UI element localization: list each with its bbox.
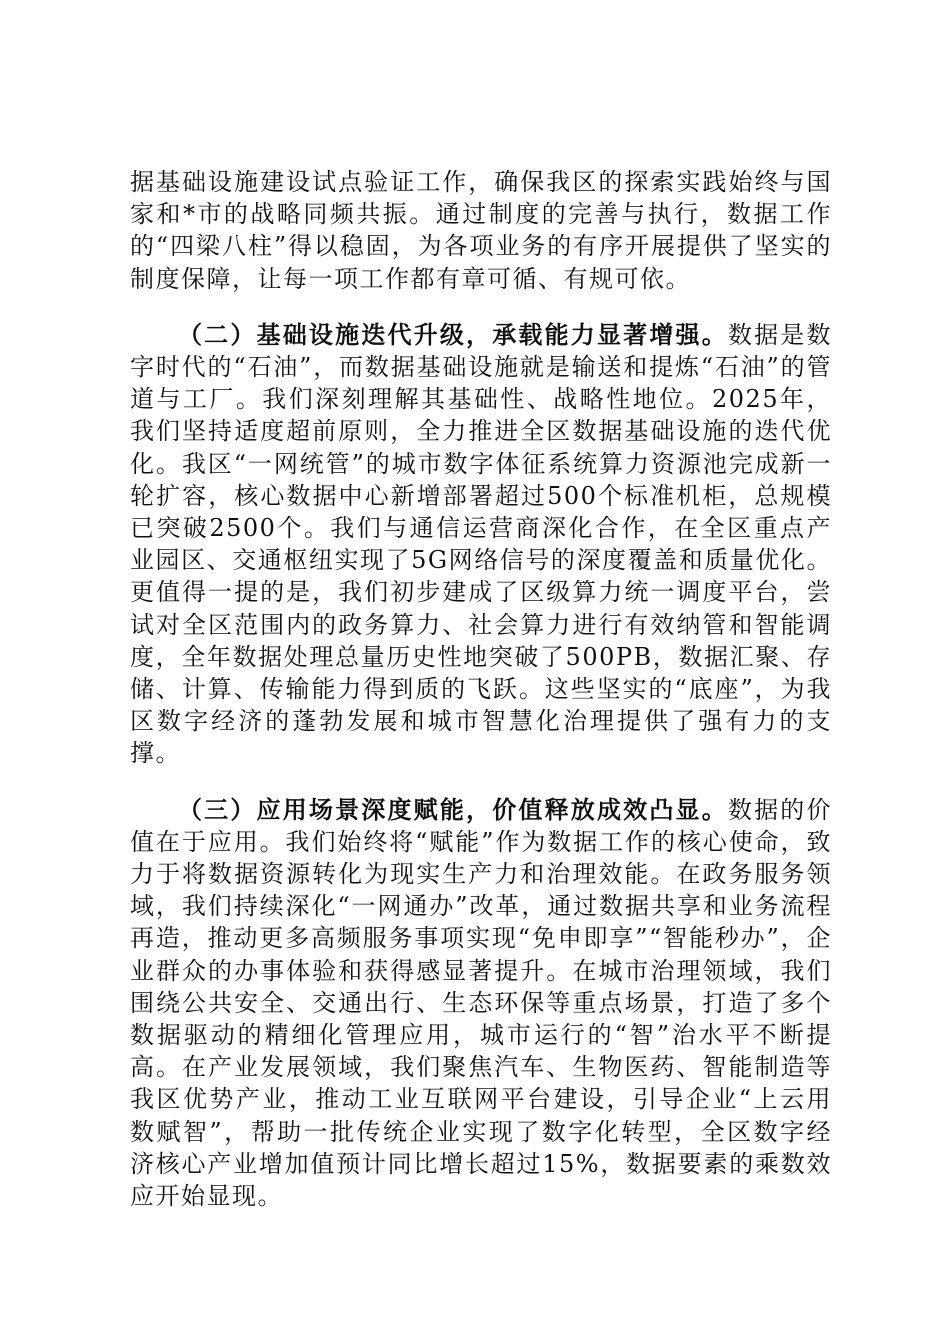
paragraph-2-text: 数据是数字时代的“石油”，而数据基础设施就是输送和提炼“石油”的管道与工厂。我们深刻理解其基础性、战略性地位。2025年，我们坚持适度超前原则，全力推进全区数据基础设施的迭代优化。我区“一网统管”的城市数字体征系统算力资源池完成新一轮扩容，核心数据中心新增部署超过500个标准机柜，总规模已突破2500个。我们与通信运营商深化合作，在全区重点产业园区、交通枢纽实现了5G网络信号的深度覆盖和质量优化。更值得一提的是，我们初步建成了区级算力统一调度平台，尝试对全区范围内的政务算力、社会算力进行有效纳管和智能调度，全年数据处理总量历史性地突破了500PB，数据汇聚、存储、计算、传输能力得到质的飞跃。这些坚实的“底座”，为我区数字经济的蓬勃发展和城市智慧化治理提供了强有力的支撑。 <box>130 320 832 768</box>
section-2-heading: （二）基础设施迭代升级，承载能力显著增强。 <box>178 320 728 349</box>
paragraph-3 <box>130 794 832 1213</box>
paragraph-1-text: 据基础设施建设试点验证工作，确保我区的探索实践始终与国家和*市的战略同频共振。通过制度的完善与执行，数据工作的“四梁八柱”得以稳固，为各项业务的有序开展提供了坚实的制度保障，让每一项工作都有章可循、有规可依。 <box>130 168 832 293</box>
paragraph-1 <box>130 166 832 295</box>
document-body <box>130 166 832 1212</box>
section-3-heading: （三）应用场景深度赋能，价值释放成效凸显。 <box>178 795 728 824</box>
paragraph-2 <box>130 319 832 770</box>
paragraph-3-text: 数据的价值在于应用。我们始终将“赋能”作为数据工作的核心使命，致力于将数据资源转化为现实生产力和治理效能。在政务服务领域，我们持续深化“一网通办”改革，通过数据共享和业务流程再造，推动更多高频服务事项实现“免申即享”“智能秒办”，企业群众的办事体验和获得感显著提升。在城市治理领域，我们围绕公共安全、交通出行、生态环保等重点场景，打造了多个数据驱动的精细化管理应用，城市运行的“智”治水平不断提高。在产业发展领域，我们聚焦汽车、生物医药、智能制造等我区优势产业，推动工业互联网平台建设，引导企业“上云用数赋智”，帮助一批传统企业实现了数字化转型，全区数字经济核心产业增加值预计同比增长超过15%，数据要素的乘数效应开始显现。 <box>130 795 832 1211</box>
